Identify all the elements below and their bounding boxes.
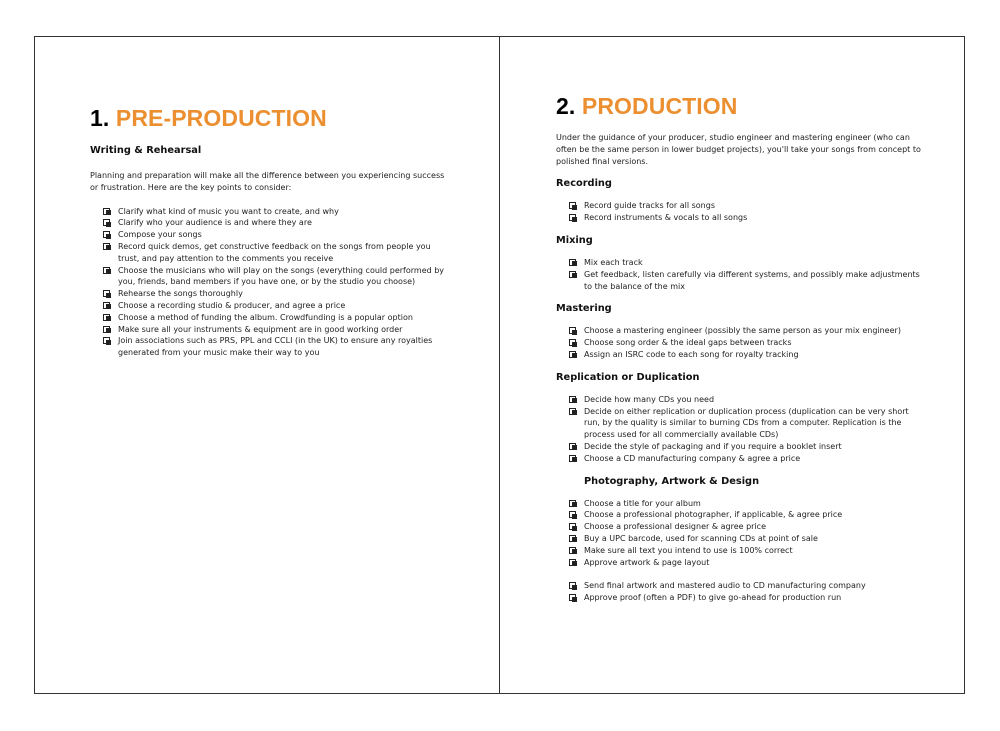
recording-subheading: Recording: [556, 178, 612, 190]
list-item-text: Get feedback, listen carefully via different systems, and possibly make adjustments to the balance of the mix: [584, 269, 920, 291]
list-item-text: Choose the musicians who will play on the songs (everything could performed by you, friends, band members if you have one, or by the studio you choose): [118, 265, 445, 287]
writing-rehearsal-intro: Planning and preparation will make all the difference between you experiencing success or frustration. Here are the key points to consider:: [90, 171, 445, 192]
list-item: [569, 406, 926, 441]
list-item: [569, 453, 926, 465]
list-item-text: Choose a recording studio & producer, and agree a price: [118, 300, 346, 310]
list-item-text: Clarify who your audience is and where they are: [118, 218, 312, 228]
checkbox-icon: [103, 337, 110, 344]
checkbox-icon: [569, 535, 576, 542]
list-item-text: Choose a method of funding the album. Crowdfunding is a popular option: [118, 312, 413, 322]
checkbox-icon: [569, 214, 576, 221]
production-heading: [556, 93, 926, 120]
pre-production-heading: [90, 105, 450, 132]
checkbox-icon: [103, 314, 110, 321]
list-item: [569, 545, 926, 557]
mixing-subheading: Mixing: [556, 234, 593, 246]
list-item: [569, 580, 926, 592]
list-item-text: Decide on either replication or duplication process (duplication can be very short run, by the quality is similar to burning CDs from a computer. Replication is the process used for all commercially available CDs): [584, 406, 909, 440]
writing-rehearsal-checklist: [103, 206, 450, 359]
checkbox-icon: [103, 243, 110, 250]
list-item: [569, 441, 926, 453]
list-item: [569, 533, 926, 545]
checkbox-icon: [569, 455, 576, 462]
left-page: [34, 36, 500, 694]
list-item: [569, 269, 926, 293]
list-item-text: Record instruments & vocals to all songs: [584, 213, 748, 223]
list-item-text: Approve proof (often a PDF) to give go-ahead for production run: [584, 593, 842, 603]
checkbox-icon: [569, 202, 576, 209]
list-item-text: Choose a professional designer & agree price: [584, 522, 767, 532]
list-item-text: Make sure all text you intend to use is 100% correct: [584, 545, 793, 555]
checkbox-icon: [103, 231, 110, 238]
list-item-text: Assign an ISRC code to each song for royalty tracking: [584, 349, 799, 359]
checkbox-icon: [569, 443, 576, 450]
list-item-text: Decide how many CDs you need: [584, 394, 715, 404]
list-item: [569, 349, 926, 361]
checkbox-icon: [569, 339, 576, 346]
checkbox-icon: [569, 559, 576, 566]
right-page: [499, 36, 965, 694]
list-item-text: Choose a mastering engineer (possibly the same person as your mix engineer): [584, 326, 901, 336]
list-item-text: Record quick demos, get constructive feedback on the songs from people you trust, and pay attention to the comments you receive: [118, 241, 431, 263]
checkbox-icon: [569, 327, 576, 334]
list-item: [103, 241, 450, 265]
list-item-text: Clarify what kind of music you want to create, and why: [118, 206, 339, 216]
list-item: [103, 206, 450, 218]
list-item: [103, 300, 450, 312]
heading-title: PRODUCTION: [581, 93, 738, 119]
heading-number: 1.: [90, 105, 110, 131]
list-item-text: Choose a professional photographer, if applicable, & agree price: [584, 510, 843, 520]
checkbox-icon: [103, 267, 110, 274]
checkbox-icon: [103, 302, 110, 309]
list-item-text: Mix each track: [584, 257, 643, 267]
checkbox-icon: [569, 523, 576, 530]
checkbox-icon: [569, 594, 576, 601]
mastering-checklist: [569, 325, 926, 360]
list-item: [103, 324, 450, 336]
checkbox-icon: [569, 511, 576, 518]
list-item: [103, 265, 450, 289]
checkbox-icon: [569, 271, 576, 278]
heading-number: 2.: [556, 93, 576, 119]
recording-checklist: [569, 200, 926, 224]
list-item: [103, 335, 450, 359]
replication-subheading: Replication or Duplication: [556, 371, 700, 383]
left-page-content: [90, 105, 450, 359]
list-item: [569, 337, 926, 349]
checkbox-icon: [569, 500, 576, 507]
checkbox-icon: [569, 351, 576, 358]
list-item: [569, 521, 926, 533]
list-item-text: Approve artwork & page layout: [584, 557, 710, 567]
heading-title: PRE-PRODUCTION: [115, 105, 327, 131]
checkbox-icon: [103, 219, 110, 226]
checkbox-icon: [569, 408, 576, 415]
checkbox-icon: [569, 547, 576, 554]
list-item: [569, 592, 926, 604]
list-item: [569, 509, 926, 521]
list-item: [569, 557, 926, 569]
list-item: [569, 257, 926, 269]
list-item: [103, 217, 450, 229]
mixing-checklist: [569, 257, 926, 292]
list-item: [103, 312, 450, 324]
checkbox-icon: [569, 259, 576, 266]
checkbox-icon: [103, 326, 110, 333]
mastering-subheading: Mastering: [556, 303, 612, 315]
list-item-text: Join associations such as PRS, PPL and CCLI (in the UK) to ensure any royalties generated from your music make their way to you: [118, 336, 433, 358]
list-item: [569, 200, 926, 212]
list-item-text: Make sure all your instruments & equipment are in good working order: [118, 324, 403, 334]
replication-checklist: [569, 394, 926, 465]
list-item: [103, 229, 450, 241]
artwork-checklist: [569, 498, 926, 569]
list-item-text: Rehearse the songs thoroughly: [118, 289, 243, 299]
list-item-text: Choose song order & the ideal gaps between tracks: [584, 338, 792, 348]
checkbox-icon: [569, 582, 576, 589]
list-item-text: Send final artwork and mastered audio to CD manufacturing company: [584, 581, 866, 591]
writing-rehearsal-subheading: Writing & Rehearsal: [90, 145, 202, 156]
list-item-text: Choose a CD manufacturing company & agree a price: [584, 453, 801, 463]
list-item-text: Decide the style of packaging and if you require a booklet insert: [584, 441, 842, 451]
artwork-subheading: Photography, Artwork & Design: [584, 475, 760, 487]
checkbox-icon: [103, 290, 110, 297]
list-item: [569, 498, 926, 510]
list-item-text: Compose your songs: [118, 230, 202, 240]
list-item: [569, 394, 926, 406]
list-item-text: Buy a UPC barcode, used for scanning CDs at point of sale: [584, 533, 818, 543]
checkbox-icon: [569, 396, 576, 403]
list-item: [103, 288, 450, 300]
list-item: [569, 325, 926, 337]
list-item-text: Choose a title for your album: [584, 498, 701, 508]
list-item-text: Record guide tracks for all songs: [584, 201, 715, 211]
checkbox-icon: [103, 208, 110, 215]
right-page-content: [556, 93, 926, 604]
list-item: [569, 212, 926, 224]
final-checklist: [569, 580, 926, 604]
production-intro: Under the guidance of your producer, studio engineer and mastering engineer (who can often be the same person in lower budget projects), you'll take your songs from concept to polished final versions.: [556, 133, 921, 166]
